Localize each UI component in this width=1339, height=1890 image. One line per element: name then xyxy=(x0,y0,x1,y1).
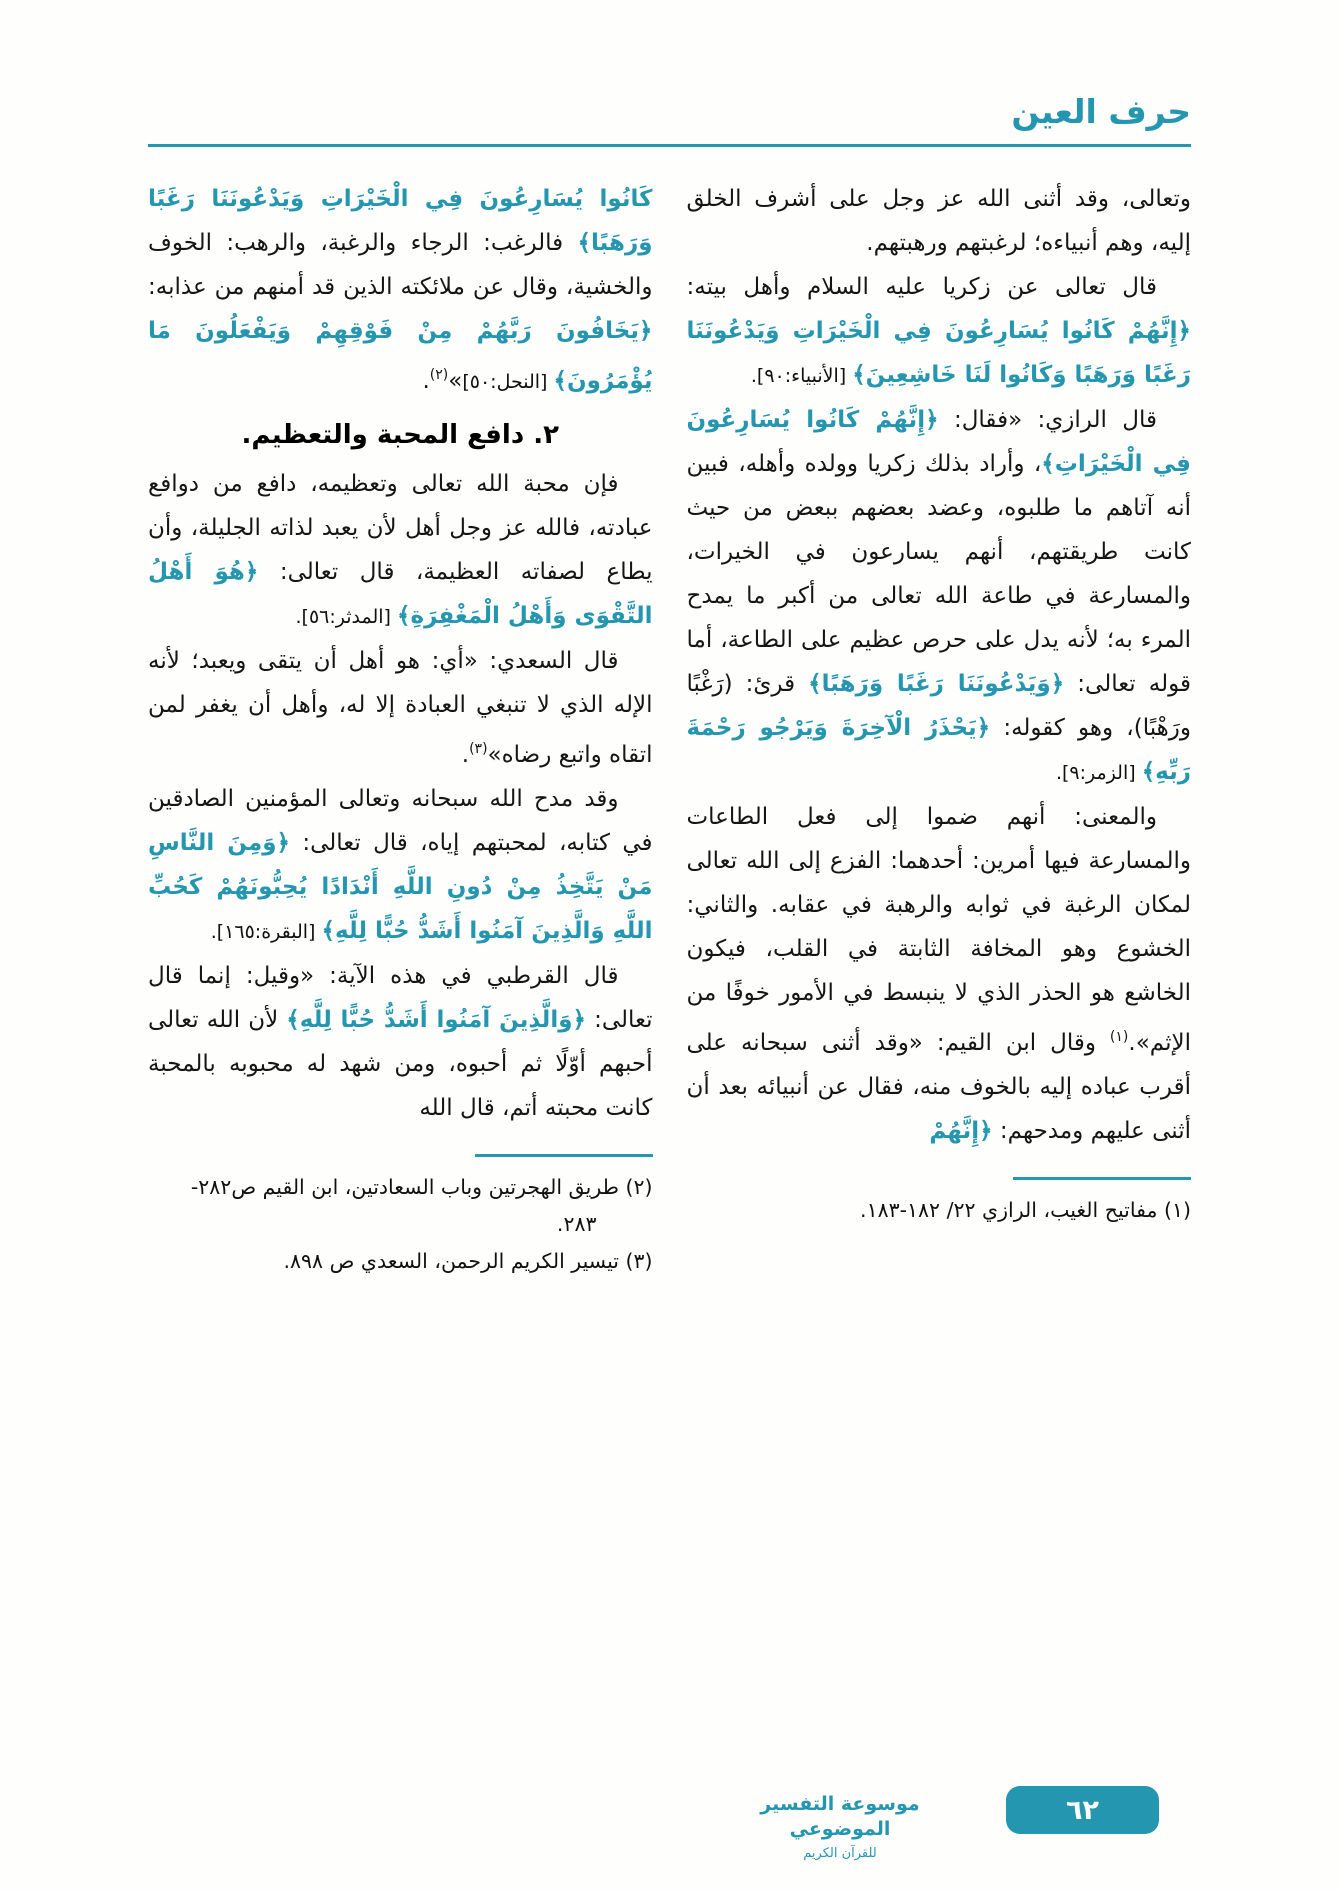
body-text: ٢. دافع المحبة والتعظيم. xyxy=(241,420,559,450)
publisher-logo-title: موسوعة التفسير الموضوعي xyxy=(760,1793,920,1840)
body-text: ، وأراد بذلك زكريا وولده وأهله، فبين أنه آتاهم ما طلبوه، وعضد بعضهم ببعض من حيث كانت طريقتهم، أنهم يسارعون في الخيرات، والمسارعة في طاعة الله تعالى من أكبر ما يمدح المرء به؛ لأنه يدل على حرص عظيم على الطاعة، أما قوله تعالى: xyxy=(686,451,1191,697)
footnote-marker: (٣) xyxy=(625,1249,653,1273)
footnote-marker: (٣) xyxy=(469,741,488,757)
quran-verse: ﴿هُوَ أَهْلُ التَّقْوَى وَأَهْلُ الْمَغْفِرَةِ﴾ xyxy=(148,559,653,629)
header-divider xyxy=(148,144,1191,147)
paragraph xyxy=(687,398,1192,795)
body-text: قرئ: (رَغْبًا ورَهْبًا)، وهو كقوله: xyxy=(686,671,1191,741)
quran-verse: ﴿وَيَدْعُونَنَا رَغَبًا وَرَهَبًا﴾ xyxy=(808,671,1065,697)
footnote-text: طريق الهجرتين وباب السعادتين، ابن القيم ص٢٨٢- ٢٨٣. xyxy=(190,1175,626,1236)
body-text: والمعنى: أنهم ضموا إلى فعل الطاعات والمسارعة فيها أمرين: أحدهما: الفزع إلى الله تعالى لمكان الرغبة في ثوابه والرهبة في عقابه. والثاني: الخشوع وهو المخافة الثابتة في القلب، فيكون الخاشع هو الحذر الذي لا ينبسط في الأمور خوفًا من الإثم». xyxy=(686,804,1191,1056)
footnote-marker: (١) xyxy=(1163,1198,1191,1222)
verse-reference: [الزمر:٩]. xyxy=(1055,762,1142,784)
quran-verse: ﴿يَحْذَرُ الْآخِرَةَ وَيَرْجُو رَحْمَةَ رَبِّهِ﴾ xyxy=(686,715,1191,785)
paragraph xyxy=(148,462,653,639)
footnote-text: تيسير الكريم الرحمن، السعدي ص ٨٩٨. xyxy=(283,1249,626,1273)
body-text: وقال ابن القيم: «وقد أثنى سبحانه على أقرب عباده إليه بالخوف منه، فقال عن أنبيائه بعد أن أثنى عليهم ومدحهم: xyxy=(686,1030,1191,1144)
footnote xyxy=(687,1192,1192,1229)
page-number-badge: ٦٢ xyxy=(1006,1786,1159,1834)
quran-verse: كَانُوا يُسَارِعُونَ فِي الْخَيْرَاتِ وَيَدْعُونَنَا رَغَبًا وَرَهَبًا﴾ xyxy=(148,186,653,256)
paragraph xyxy=(148,177,653,404)
verse-reference: [البقرة:١٦٥]. xyxy=(210,921,322,943)
quran-verse: ﴿إِنَّهُمْ كَانُوا يُسَارِعُونَ فِي الْخَيْرَاتِ وَيَدْعُونَنَا رَغَبًا وَرَهَبًا وَكَانُوا لَنَا خَاشِعِينَ﴾ xyxy=(686,318,1191,388)
footnotes-left xyxy=(148,1154,653,1280)
text-columns xyxy=(148,177,1191,1280)
body-text: . xyxy=(461,742,470,768)
paragraph xyxy=(687,795,1192,1153)
footnote xyxy=(148,1243,653,1280)
quran-verse: ﴿وَمِنَ النَّاسِ مَنْ يَتَّخِذُ مِنْ دُونِ اللَّهِ أَنْدَادًا يُحِبُّونَهُمْ كَحُبِّ اللَّهِ وَالَّذِينَ آمَنُوا أَشَدُّ حُبًّا لِلَّهِ﴾ xyxy=(148,830,653,944)
body-text: قال الرازي: «فقال: xyxy=(938,407,1157,433)
footnote-marker: (٢) xyxy=(429,367,449,383)
body-text: وقد مدح الله سبحانه وتعالى المؤمنين الصادقين في كتابه، لمحبتهم إياه، قال تعالى: xyxy=(148,786,653,856)
body-text: » xyxy=(448,368,463,394)
footnote-marker: (١) xyxy=(1109,1029,1129,1045)
footnote-divider xyxy=(1013,1177,1191,1180)
body-text: قال القرطبي في هذه الآية: «وقيل: إنما قال تعالى: xyxy=(148,963,653,1033)
footnote-list-left xyxy=(148,1169,653,1280)
paragraph xyxy=(687,265,1192,398)
chapter-title: حرف العين xyxy=(1011,92,1191,131)
body-text: قال السعدي: «أي: هو أهل أن يتقى ويعبد؛ لأنه الإله الذي لا تنبغي العبادة إلا له، وأهل أن يغفر لمن اتقاه واتبع رضاه» xyxy=(148,648,653,768)
footnote-divider xyxy=(475,1154,653,1157)
paragraph xyxy=(687,177,1192,265)
quran-verse: ﴿إِنَّهُمْ xyxy=(929,1118,993,1144)
body-text: فالرغب: الرجاء والرغبة، والرهب: الخوف والخشية، وقال عن ملائكته الذين قد أمنهم من عذابه: xyxy=(148,230,653,300)
quran-verse: ﴿يَخَافُونَ رَبَّهُمْ مِنْ فَوْقِهِمْ وَيَفْعَلُونَ مَا يُؤْمَرُونَ﴾ xyxy=(148,318,653,394)
body-text: فإن محبة الله تعالى وتعظيمه، دافع من دوافع عبادته، فالله عز وجل أهل لأن يعبد لذاته الجليلة، وأن يطاع لصفاته العظيمة، قال تعالى: xyxy=(148,471,653,585)
column-left xyxy=(148,177,653,1280)
page-header xyxy=(148,92,1191,132)
footnotes-right xyxy=(687,1177,1192,1229)
publisher-logo xyxy=(745,1792,935,1864)
footnote-text: مفاتيح الغيب، الرازي ٢٢/ ١٨٢-١٨٣. xyxy=(860,1198,1164,1222)
paragraph xyxy=(148,954,653,1130)
column-left-body xyxy=(148,177,653,1130)
body-text: . xyxy=(422,368,430,394)
quran-verse: ﴿إِنَّهُمْ كَانُوا يُسَارِعُونَ فِي الْخَيْرَاتِ﴾ xyxy=(686,407,1191,477)
footnote xyxy=(148,1169,653,1243)
body-text: وتعالى، وقد أثنى الله عز وجل على أشرف الخلق إليه، وهم أنبياءه؛ لرغبتهم ورهبتهم. xyxy=(686,186,1191,256)
verse-reference: [المدثر:٥٦]. xyxy=(295,606,398,628)
body-text: لأن الله تعالى أحبهم أوّلًا ثم أحبوه، ومن شهد له محبوبه بالمحبة كانت محبته أتم، قال الله xyxy=(148,1007,653,1121)
footnote-marker: (٢) xyxy=(625,1175,653,1199)
publisher-logo-subtitle: للقرآن الكريم xyxy=(803,1846,877,1861)
body-text: قال تعالى عن زكريا عليه السلام وأهل بيته: xyxy=(686,274,1157,300)
quran-verse: ﴿وَالَّذِينَ آمَنُوا أَشَدُّ حُبًّا لِلَّهِ﴾ xyxy=(286,1007,586,1033)
footnote-list-right xyxy=(687,1192,1192,1229)
column-right xyxy=(687,177,1192,1229)
verse-reference: [النحل:٥٠] xyxy=(462,371,554,393)
section-heading xyxy=(148,420,653,450)
column-right-body xyxy=(687,177,1192,1153)
paragraph xyxy=(148,777,653,954)
paragraph xyxy=(148,639,653,777)
verse-reference: [الأنبياء:٩٠]. xyxy=(750,365,853,387)
